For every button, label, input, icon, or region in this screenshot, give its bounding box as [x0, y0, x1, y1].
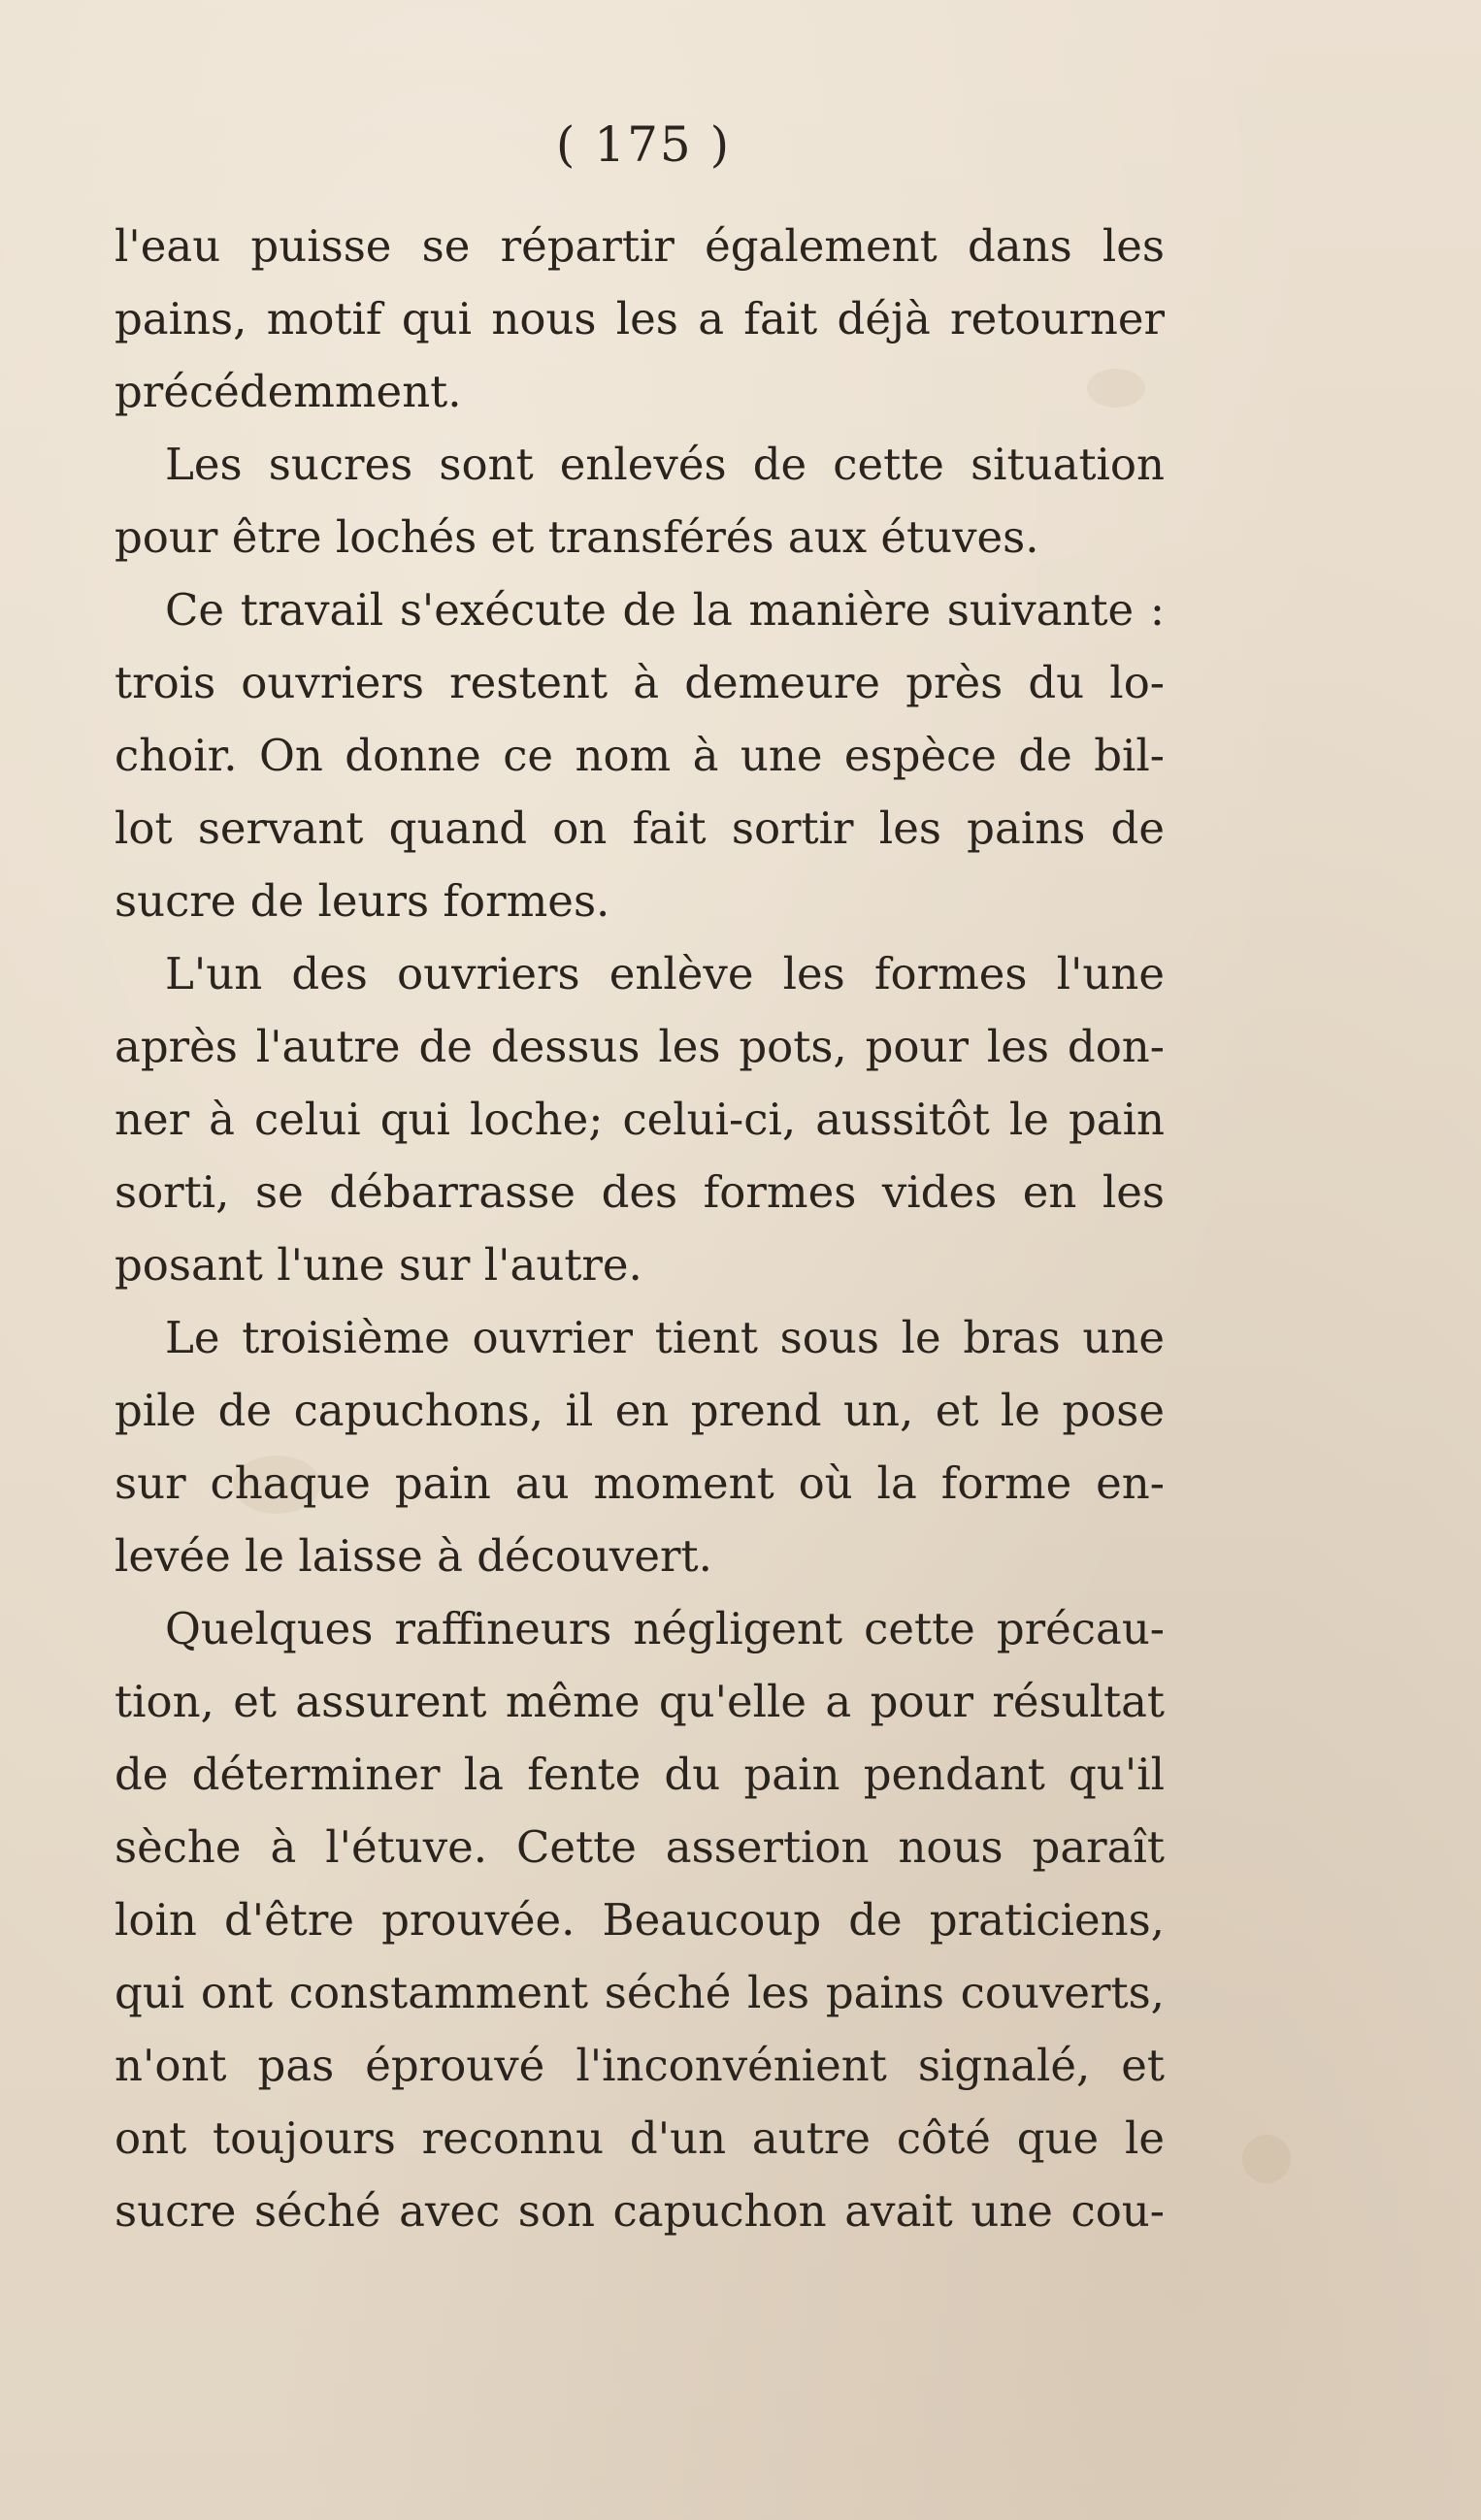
- text-line: Ce travail s'exécute de la manière suivante :: [165, 584, 1165, 636]
- text-line: n'ont pas éprouvé l'inconvénient signalé, et: [115, 2040, 1165, 2091]
- text-line: sorti, se débarrasse des formes vides en les: [115, 1166, 1165, 1218]
- text-line: trois ouvriers restent à demeure près du lo-: [115, 657, 1165, 708]
- text-line: sèche à l'étuve. Cette assertion nous paraît: [115, 1821, 1165, 1873]
- text-line: posant l'une sur l'autre.: [115, 1239, 642, 1291]
- body-text: [115, 210, 1165, 2247]
- text-line: sur chaque pain au moment où la forme en-: [115, 1457, 1165, 1509]
- text-line: tion, et assurent même qu'elle a pour résultat: [115, 1676, 1165, 1727]
- text-line: Le troisième ouvrier tient sous le bras une: [165, 1312, 1165, 1363]
- text-line: pile de capuchons, il en prend un, et le pose: [115, 1385, 1165, 1436]
- text-line: L'un des ouvriers enlève les formes l'une: [165, 948, 1165, 999]
- foxing-spot: [1242, 2135, 1291, 2183]
- text-line: précédemment.: [115, 366, 462, 417]
- text-line: après l'autre de dessus les pots, pour les don-: [115, 1021, 1165, 1072]
- text-line: levée le laisse à découvert.: [115, 1530, 712, 1582]
- text-line: lot servant quand on fait sortir les pains de: [115, 802, 1165, 854]
- text-line: Quelques raffineurs négligent cette précau-: [165, 1603, 1165, 1654]
- text-line: de déterminer la fente du pain pendant qu'il: [115, 1749, 1165, 1800]
- text-line: Les sucres sont enlevés de cette situation: [165, 439, 1165, 490]
- page-number: ( 175 ): [555, 116, 732, 173]
- text-line: sucre de leurs formes.: [115, 875, 610, 927]
- text-line: loin d'être prouvée. Beaucoup de praticiens,: [115, 1894, 1165, 1946]
- text-line: sucre séché avec son capuchon avait une cou-: [115, 2185, 1165, 2237]
- text-line: l'eau puisse se répartir également dans les: [115, 220, 1165, 272]
- text-line: pour être lochés et transférés aux étuves.: [115, 511, 1039, 563]
- text-line: choir. On donne ce nom à une espèce de bil-: [115, 730, 1165, 781]
- text-line: ont toujours reconnu d'un autre côté que le: [115, 2112, 1165, 2164]
- text-line: ner à celui qui loche; celui-ci, aussitôt le pain: [115, 1094, 1165, 1145]
- text-line: pains, motif qui nous les a fait déjà retourner: [115, 293, 1165, 344]
- text-line: qui ont constamment séché les pains couverts,: [115, 1967, 1165, 2018]
